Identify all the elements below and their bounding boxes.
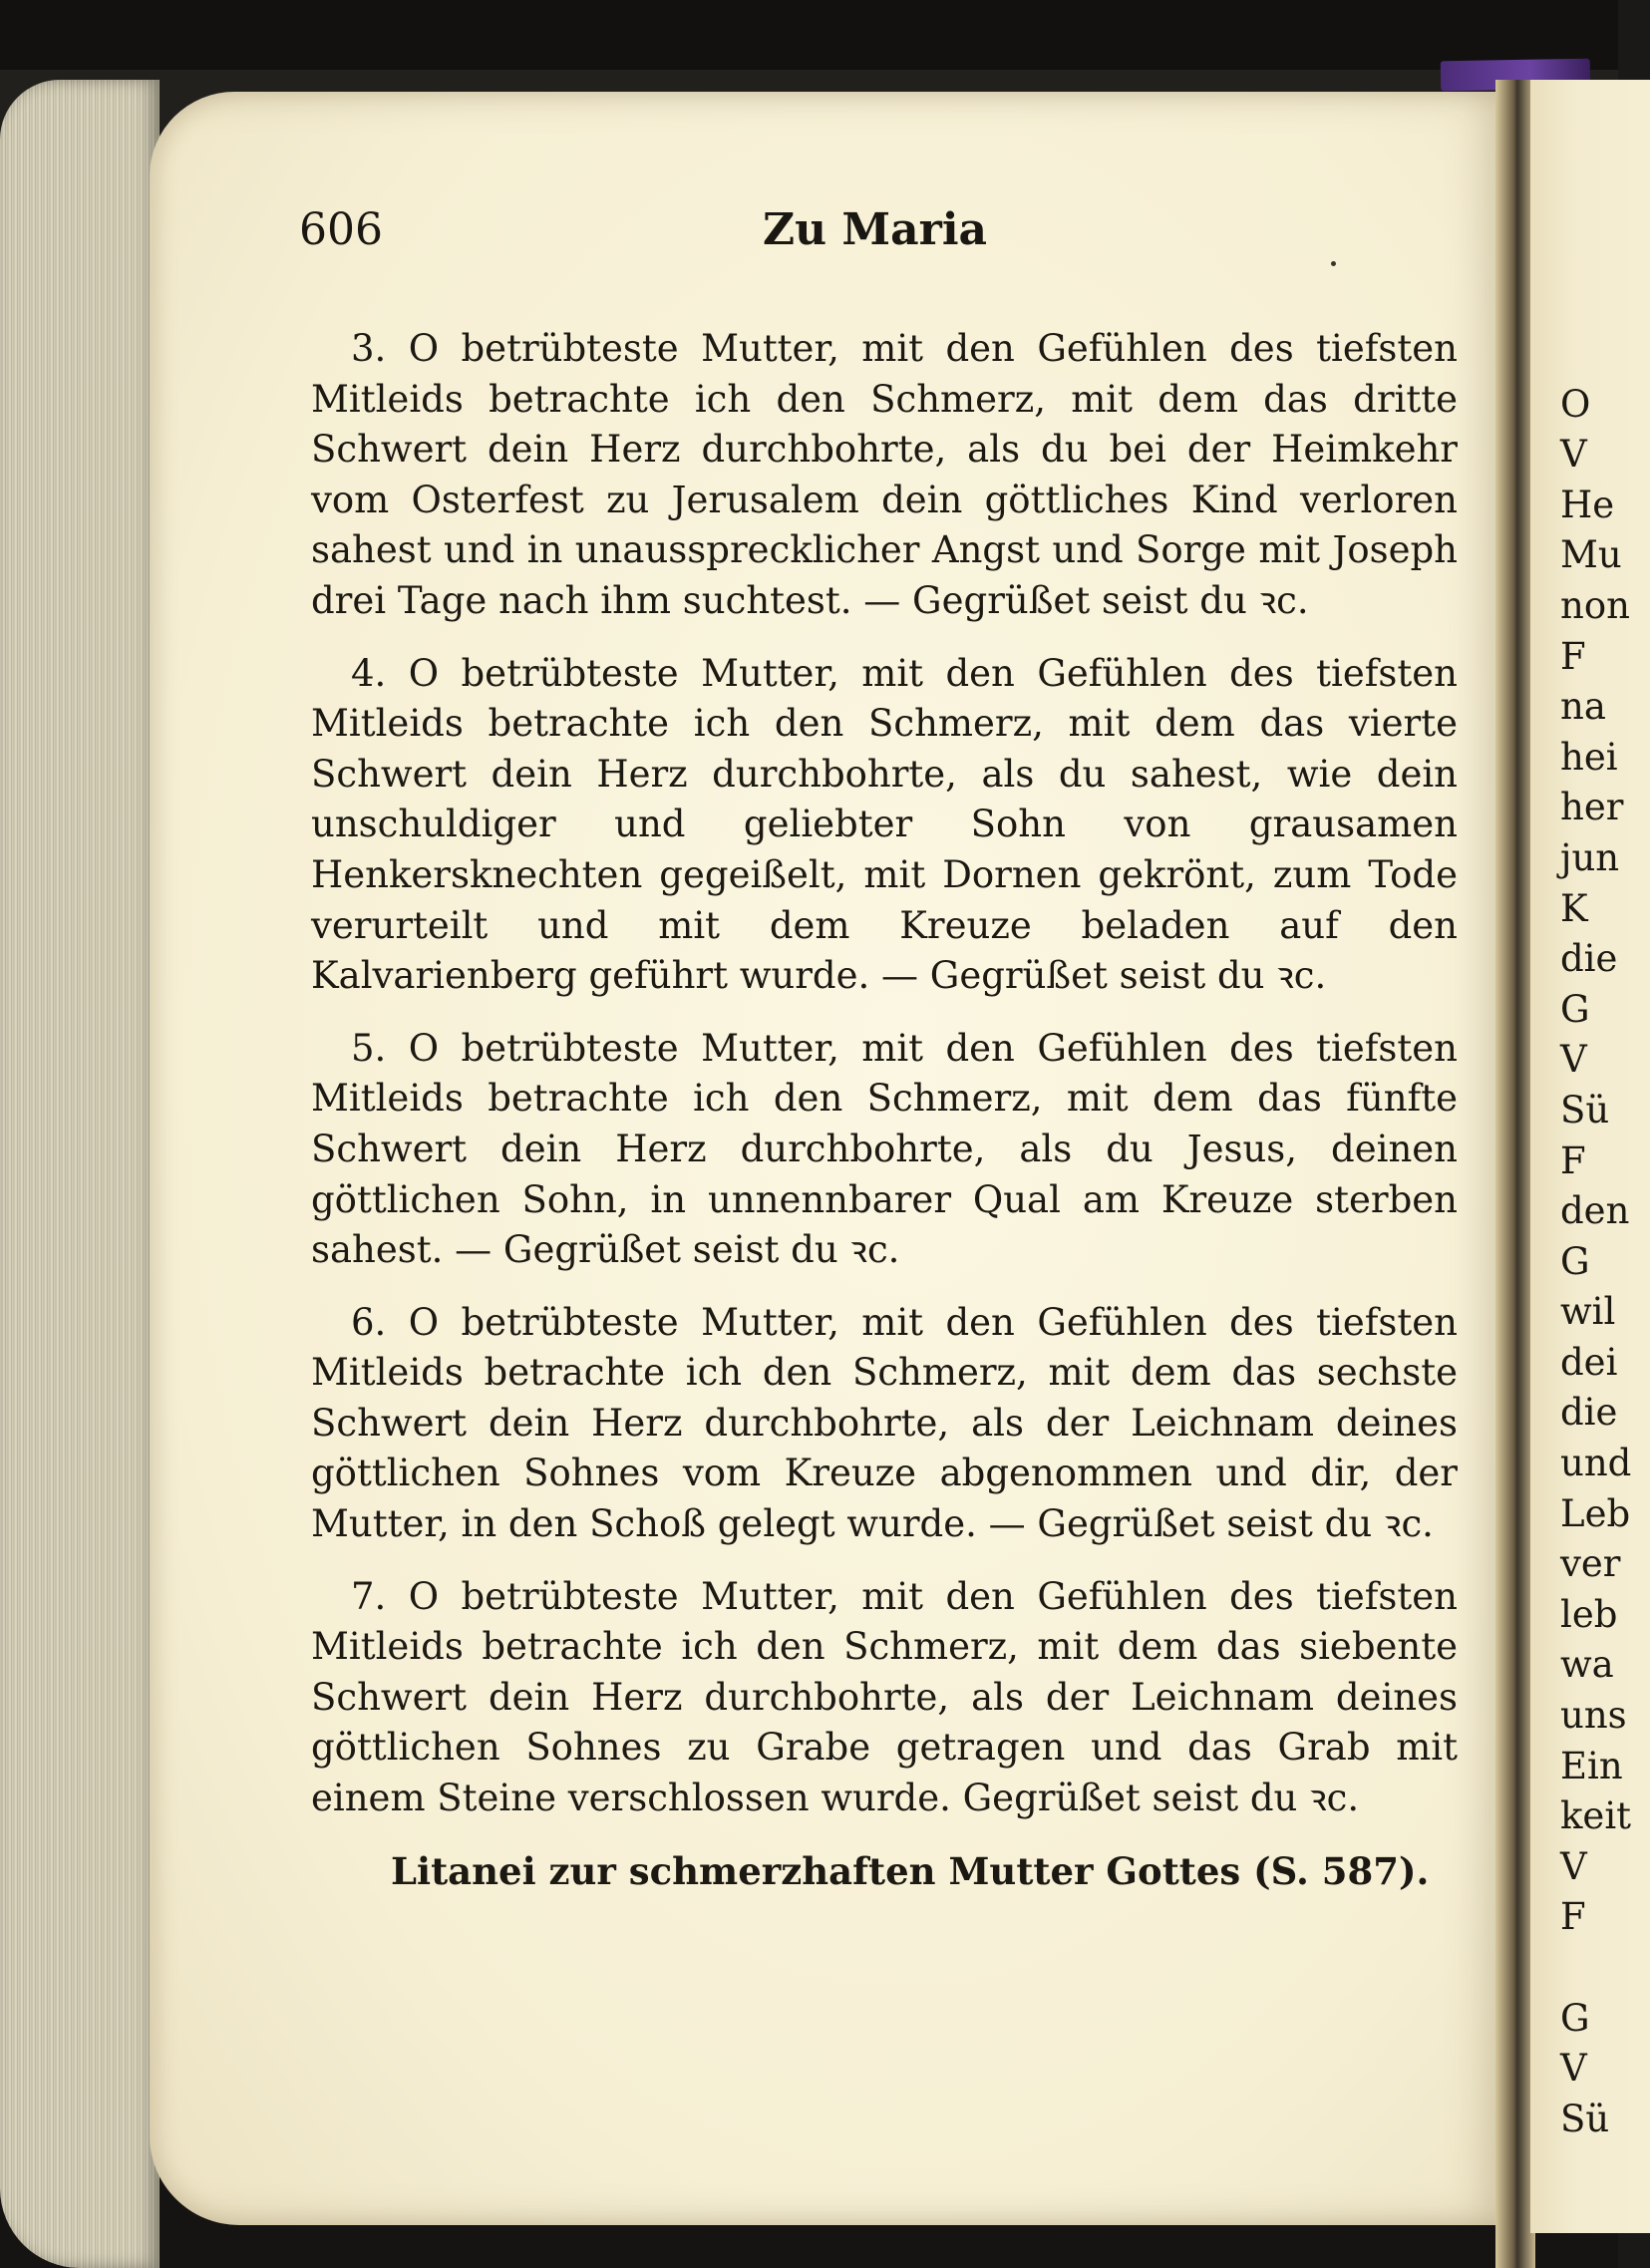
right-page-fragment [1560, 329, 1630, 380]
right-page-fragment: non [1560, 583, 1630, 627]
right-page-fragment: V [1560, 1038, 1587, 1082]
book-gutter [1495, 80, 1535, 2268]
right-page-fragment: die [1560, 937, 1618, 981]
right-page-fragment: V [1560, 433, 1587, 477]
right-page-fragment: Sü [1560, 2097, 1610, 2140]
prayer-paragraph-3: 3. O betrübteste Mutter, mit den Gefühlen des tiefsten Mitleids betrachte ich den Schmerz, mit dem das dritte Schwert dein Herz durchbohrte, als du bei der Heimkehr vom Osterfest zu Jerusalem dein göttliches Kind verloren sahest und in unaussprecklicher Angst und Sorge mit Joseph drei Tage nach ihm suchtest. — Gegrüßet seist du ꝛc. [311, 327, 1458, 622]
right-page-fragment: K [1560, 886, 1588, 930]
right-page-fragment: uns [1560, 1694, 1627, 1738]
right-page-fragment: Leb [1560, 1491, 1631, 1535]
book-cover [0, 0, 1618, 70]
right-page-fragment: her [1560, 786, 1624, 829]
right-page-text-fragments [1560, 329, 1630, 2144]
right-page-fragment: leb [1560, 1592, 1618, 1636]
right-page-fragment: ver [1560, 1542, 1621, 1586]
litany-reference: Litanei zur schmerzhaften Mutter Gottes (S. 587). [391, 1848, 1430, 1893]
right-page-fragment: Mu [1560, 533, 1622, 577]
right-page-fragment: na [1560, 685, 1606, 729]
right-page-fragment: die [1560, 1391, 1618, 1435]
right-page-fragment: F [1560, 1138, 1586, 1182]
prayer-paragraph-7: 7. O betrübteste Mutter, mit den Gefühlen des tiefsten Mitleids betrachte ich den Schmerz, mit dem das siebente Schwert dein Herz durchbohrte, als der Leichnam deines göttlichen Sohnes zu Grabe getragen und das Grab mit einem Steine verschlossen wurde. Gegrüßet seist du ꝛc. [311, 1574, 1458, 1820]
prayer-paragraph-6: 6. O betrübteste Mutter, mit den Gefühlen des tiefsten Mitleids betrachte ich den Schmerz, mit dem das sechste Schwert dein Herz durchbohrte, als der Leichnam deines göttlichen Sohnes vom Kreuze abgenommen und dir, der Mutter, in den Schoß gelegt wurde. — Gegrüßet seist du ꝛc. [311, 1300, 1458, 1546]
right-page-fragment: hei [1560, 735, 1618, 779]
right-page-fragment: wil [1560, 1290, 1616, 1334]
ink-speck [1331, 261, 1336, 266]
page-title: Zu Maria [763, 204, 988, 255]
page-edges [0, 80, 160, 2268]
prayer-paragraph-5: 5. O betrübteste Mutter, mit den Gefühlen des tiefsten Mitleids betrachte ich den Schmerz, mit dem das fünfte Schwert dein Herz durchbohrte, als du Jesus, deinen göttlichen Sohn, in unnennbarer Qual am Kreuze sterben sahest. — Gegrüßet seist du ꝛc. [311, 1026, 1458, 1272]
right-page-fragment: den [1560, 1189, 1630, 1233]
right-page-fragment: und [1560, 1442, 1632, 1485]
right-page-fragment: Ein [1560, 1744, 1623, 1787]
page-number: 606 [299, 204, 383, 255]
right-page-fragment: keit [1560, 1794, 1632, 1838]
right-page-fragment: dei [1560, 1340, 1618, 1384]
prayer-text [311, 324, 1458, 1896]
right-page-fragment: jun [1560, 835, 1620, 879]
right-page-fragment: He [1560, 483, 1615, 526]
right-page-fragment: V [1560, 1844, 1587, 1888]
prayer-paragraph-4: 4. O betrübteste Mutter, mit den Gefühlen des tiefsten Mitleids betrachte ich den Schmerz, mit dem das vierte Schwert dein Herz durchbohrte, als du sahest, wie dein unschuldiger und geliebter Sohn von grausamen Henkersknechten gegeißelt, mit Dornen gekrönt, zum Tode verurteilt und mit dem Kreuze beladen auf den Kalvarienberg geführt wurde. — Gegrüßet seist du ꝛc. [311, 651, 1458, 998]
right-page-fragment: O [1560, 382, 1591, 426]
right-page-fragment: F [1560, 634, 1586, 678]
right-page-fragment: G [1560, 1239, 1590, 1283]
right-page-fragment: G [1560, 987, 1590, 1031]
right-page-fragment: wa [1560, 1643, 1614, 1687]
running-head [299, 204, 997, 264]
right-page-fragment [1560, 1943, 1630, 1994]
right-page-fragment: V [1560, 2047, 1587, 2091]
right-page-fragment: F [1560, 1895, 1586, 1939]
right-page-fragment: G [1560, 1996, 1590, 2040]
right-page-fragment: Sü [1560, 1088, 1610, 1132]
